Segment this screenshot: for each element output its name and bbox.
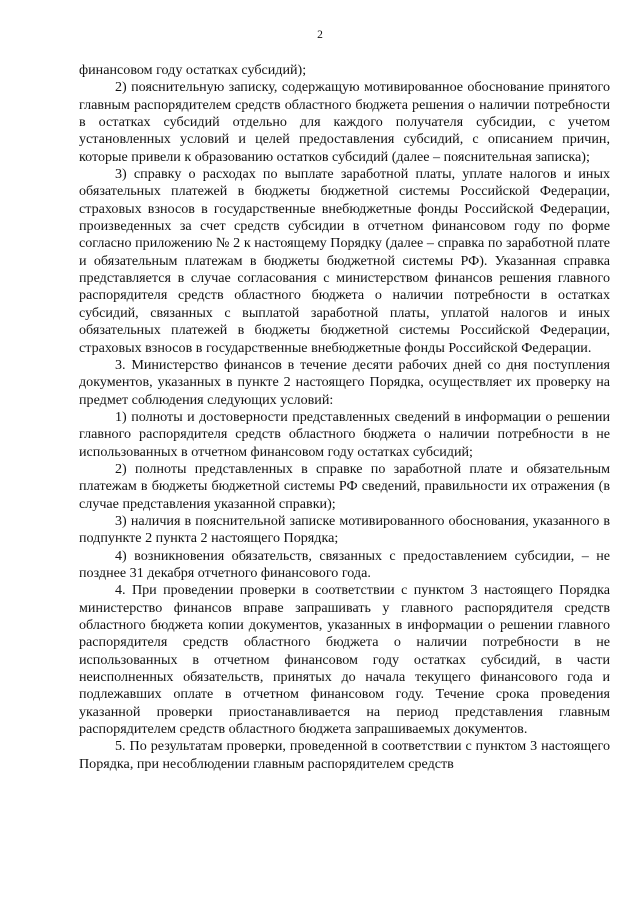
paragraph-item-2-explanatory-note: 2) пояснительную записку, содержащую мотивированное обоснование принятого главным распорядителем средств областного бюджета решения о наличии потребности в остатках субсидий отдельно для каждого получателя субсидии, с учетом установленных условий и целей предоставления субсидий, с описанием причин, которые привели к образованию остатков субсидий (далее – пояснительная записка); bbox=[79, 79, 610, 165]
paragraph-condition-3: 3) наличия в пояснительной записке мотивированного обоснования, указанного в подпункте 2 пункта 2 настоящего Порядка; bbox=[79, 512, 610, 547]
paragraph-section-3: 3. Министерство финансов в течение десяти рабочих дней со дня поступления документов, указанных в пункте 2 настоящего Порядка, осуществляет их проверку на предмет соблюдения следующих условий: bbox=[79, 356, 610, 408]
page-number: 2 bbox=[317, 29, 323, 41]
paragraph-section-5: 5. По результатам проверки, проведенной в соответствии с пунктом 3 настоящего Порядка, при несоблюдении главным распорядителем средств bbox=[79, 738, 610, 772]
paragraph-condition-4: 4) возникновения обязательств, связанных с предоставлением субсидии, – не позднее 31 декабря отчетного финансового года. bbox=[79, 547, 610, 581]
paragraph-section-4: 4. При проведении проверки в соответствии с пунктом 3 настоящего Порядка министерство финансов вправе запрашивать у главного распорядителя средств областного бюджета копии документов, указанных в информации о решении главного распорядителя средств областного бюджета о наличии потребности в не использованных в отчетном финансовом году остатках субсидий, в части неисполненных обязательств, принятых до начала текущего финансового года и подлежавших оплате в отчетном финансовом году. Течение срока проведения указанной проверки приостанавливается на период представления главным распорядителем средств областного бюджета запрашиваемых документов. bbox=[79, 582, 610, 738]
document-body bbox=[79, 62, 610, 773]
paragraph-condition-2: 2) полноты представленных в справке по заработной плате и обязательным платежам в бюджеты бюджетной системы РФ сведений, правильности их отражения (в случае представления указанной справки); bbox=[79, 460, 610, 512]
paragraph-condition-1: 1) полноты и достоверности представленных сведений в информации о решении главного распорядителя средств областного бюджета о наличии потребности в не использованных в отчетном финансовом году остатках субсидий; bbox=[79, 408, 610, 460]
paragraph-item-3-salary-certificate: 3) справку о расходах по выплате заработной платы, уплате налогов и иных обязательных платежей в бюджеты бюджетной системы Российской Федерации, страховых взносов в государственные внебюджетные фонды Российской Федерации, произведенных за счет средств субсидии в отчетном финансовом году по форме согласно приложению № 2 к настоящему Порядку (далее – справка по заработной плате и обязательным платежам в бюджеты бюджетной системы РФ). Указанная справка представляется в случае согласования с министерством финансов решения главного распорядителя средств областного бюджета о наличии потребности в остатках субсидий, связанных с выплатой заработной платы, уплатой налогов и иных обязательных платежей в бюджеты бюджетной системы Российской Федерации, страховых взносов в государственные внебюджетные фонды Российской Федерации. bbox=[79, 166, 610, 356]
paragraph-continuation: финансовом году остатках субсидий); bbox=[79, 62, 307, 78]
